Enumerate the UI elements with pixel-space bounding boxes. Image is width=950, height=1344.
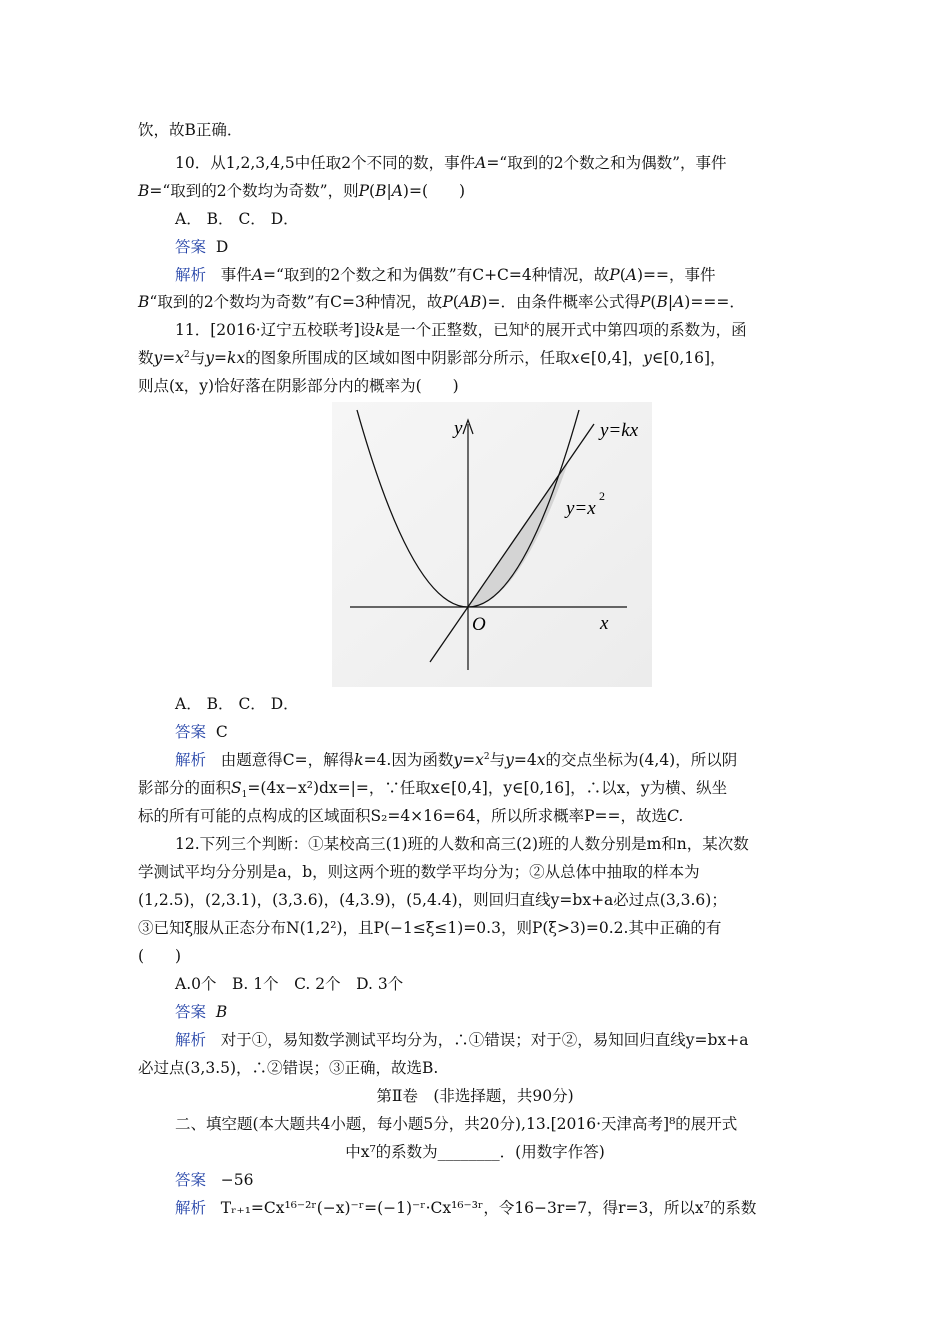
question-10-line-1: 10．从1,2,3,4,5中任取2个不同的数，事件A=“取到的2个数之和为偶数”，事件 [175,154,727,172]
question-12-line-4: ③已知ξ服从正态分布N(1,2²)，且P(−1≤ξ≤1)=0.3，则P(ξ>3)=0.2.其中正确的有 [138,919,722,937]
line-label: y=kx [600,420,639,441]
analysis-label: 解析 [175,1031,207,1049]
question-13-analysis-line-1: 解析 Tᵣ₊₁=Cx¹⁶⁻²ʳ(−x)⁻ʳ=(−1)⁻ʳ·Cx¹⁶⁻³ʳ，令16−3r=7，得r=3，所以x⁷的系数 [175,1199,757,1217]
question-12-analysis-line-1: 解析 对于①，易知数学测试平均分为，∴①错误；对于②，易知回归直线y=bx+a [175,1031,749,1049]
question-12-choices: A.0个 B. 1个 C. 2个 D. 3个 [175,975,404,993]
question-12-analysis-line-2: 必过点(3,3.5)，∴②错误；③正确，故选B. [138,1059,439,1077]
curve-label-exponent: 2 [599,489,605,503]
figure-background [332,402,652,687]
answer-label: 答案 [175,238,207,256]
question-10-choices: A． B． C． D． [175,210,299,228]
curve-label: y=x [566,498,596,519]
question-11-choices: A． B． C． D． [175,695,299,713]
question-11-line-1: 11．[2016·辽宁五校联考]设k是一个正整数，已知$^k$的展开式中第四项的系数为，函 [175,321,747,339]
question-10-answer: 答案 D [175,238,229,256]
question-13-answer: 答案 −56 [175,1171,254,1189]
function-graph-figure [332,402,652,687]
y-axis-label: y [454,418,463,439]
question-11-analysis-line-1: 解析 由题意得C=，解得k=4.因为函数$y=x^2$与y=4x的交点坐标为(4,4)，所以阴 [175,751,738,769]
question-12-answer: 答案 B [175,1003,228,1021]
origin-label: O [472,614,486,635]
question-11-line-3: 则点(x，y)恰好落在阴影部分内的概率为( ) [138,377,459,395]
question-12-line-1: 12.下列三个判断：①某校高三(1)班的人数和高三(2)班的人数分别是m和n，某次数 [175,835,749,853]
question-10-analysis-line-2: B“取到的2个数均为奇数”有C=3种情况，故P(AB)=．由条件概率公式得P(B|A)===． [138,293,745,311]
question-10-line-2: B=“取到的2个数均为奇数”，则P(B|A)=( ) [138,182,466,200]
question-10-analysis-line-1: 解析 事件A=“取到的2个数之和为偶数”有C+C=4种情况，故P(A)==，事件 [175,266,716,284]
prev-solution-tail: 饮，故B正确． [138,121,243,139]
analysis-label: 解析 [175,266,207,284]
question-11-analysis-line-3: 标的所有可能的点构成的区域面积S₂=4×16=64，所以所求概率P==，故选C. [138,807,684,825]
section-2-title: 第Ⅱ卷 (非选择题，共90分) [376,1087,574,1105]
analysis-label: 解析 [175,751,207,769]
section-2-line-2: 中x⁷的系数为________．(用数字作答) [345,1143,605,1161]
analysis-label: 解析 [175,1199,207,1217]
question-11-analysis-line-2: 影部分的面积$S_1=(4x-x^2)dx=|=$，∵任取x∈[0,4]，y∈[0,16]，∴以x，y为横、纵坐 [138,779,728,801]
section-2-line-1: 二、填空题(本大题共4小题，每小题5分，共20分),13.[2016·天津高考]⁸的展开式 [175,1115,738,1133]
question-11-answer: 答案 C [175,723,228,741]
question-12-line-3: (1,2.5)，(2,3.1)，(3,3.6)，(4,3.9)，(5,4.4)，则回归直线y=bx+a必过点(3,3.6)； [138,891,727,909]
answer-label: 答案 [175,1003,207,1021]
answer-label: 答案 [175,1171,207,1189]
x-axis-label: x [600,613,609,634]
answer-label: 答案 [175,723,207,741]
question-12-line-2: 学测试平均分分别是a，b，则这两个班的数学平均分为；②从总体中抽取的样本为 [138,863,700,881]
question-12-line-5: ( ) [138,947,182,965]
question-11-line-2: 数$y=x^2$与y=kx的图象所围成的区域如图中阴影部分所示，任取x∈[0,4]，y∈[0,16]， [138,349,726,367]
